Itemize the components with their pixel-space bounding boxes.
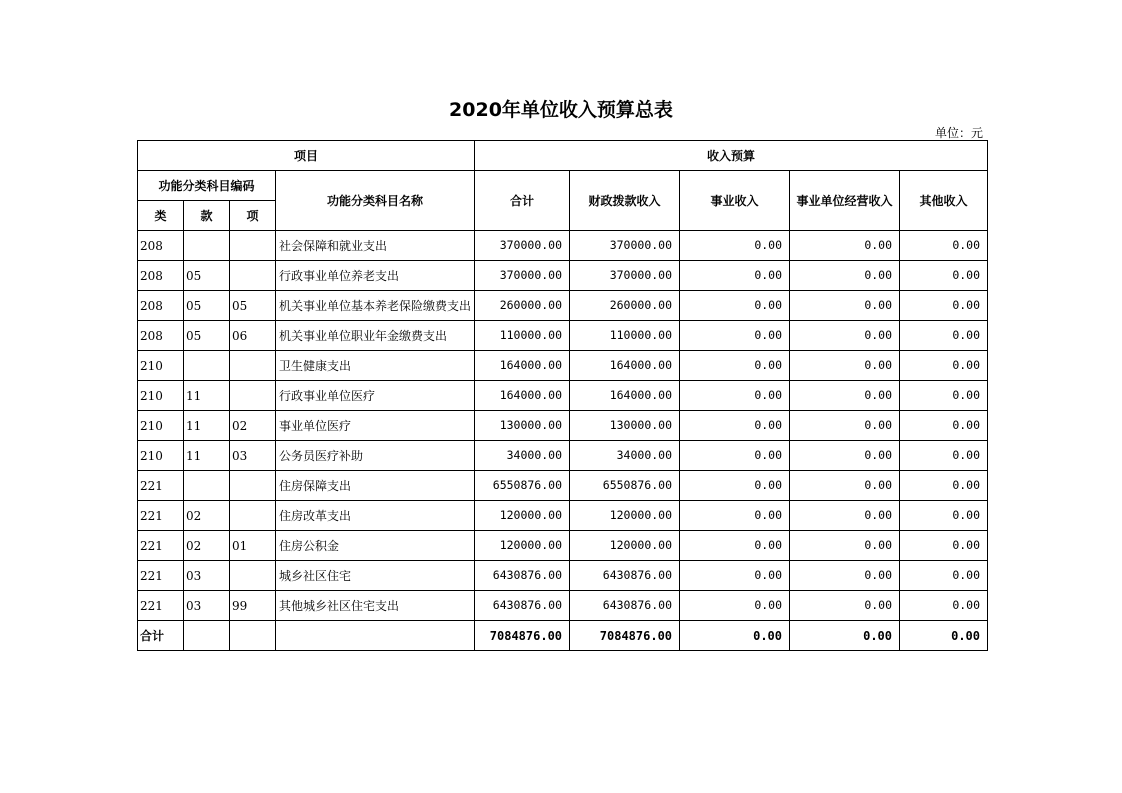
unit-label: 单位：元 — [934, 126, 983, 140]
cell-business: 0.00 — [680, 261, 790, 291]
table-row — [138, 381, 988, 411]
table-body — [138, 141, 988, 651]
cell-fiscal: 6550876.00 — [570, 471, 680, 501]
cell-other: 0.00 — [900, 381, 988, 411]
cell-other: 0.00 — [900, 261, 988, 291]
cell-kuan — [184, 351, 230, 381]
cell-name: 机关事业单位职业年金缴费支出 — [276, 321, 475, 351]
header-row-2 — [138, 171, 988, 201]
cell-business: 0.00 — [680, 411, 790, 441]
totals-row — [138, 621, 988, 651]
cell-other: 0.00 — [900, 411, 988, 441]
totals-total: 7084876.00 — [475, 621, 570, 651]
cell-fiscal: 164000.00 — [570, 351, 680, 381]
header-xiang: 项 — [230, 201, 276, 231]
cell-total: 164000.00 — [475, 351, 570, 381]
cell-fiscal: 130000.00 — [570, 411, 680, 441]
cell-kuan: 03 — [184, 561, 230, 591]
cell-fiscal: 370000.00 — [570, 231, 680, 261]
cell-fiscal: 370000.00 — [570, 261, 680, 291]
cell-business: 0.00 — [680, 381, 790, 411]
cell-total: 120000.00 — [475, 531, 570, 561]
cell-lei: 208 — [138, 291, 184, 321]
header-name: 功能分类科目名称 — [276, 171, 475, 231]
cell-kuan: 11 — [184, 411, 230, 441]
table-row — [138, 591, 988, 621]
cell-xiang — [230, 501, 276, 531]
cell-kuan — [184, 231, 230, 261]
cell-total: 164000.00 — [475, 381, 570, 411]
cell-xiang — [230, 261, 276, 291]
cell-lei: 221 — [138, 471, 184, 501]
cell-operating: 0.00 — [790, 351, 900, 381]
totals-fiscal: 7084876.00 — [570, 621, 680, 651]
cell-kuan: 03 — [184, 591, 230, 621]
cell-total: 6550876.00 — [475, 471, 570, 501]
cell-xiang: 02 — [230, 411, 276, 441]
cell-name: 住房改革支出 — [276, 501, 475, 531]
cell-fiscal: 260000.00 — [570, 291, 680, 321]
cell-lei: 221 — [138, 591, 184, 621]
cell-operating: 0.00 — [790, 321, 900, 351]
table-row — [138, 291, 988, 321]
table-row — [138, 471, 988, 501]
cell-lei: 208 — [138, 231, 184, 261]
cell-operating: 0.00 — [790, 441, 900, 471]
cell-fiscal: 6430876.00 — [570, 591, 680, 621]
cell-lei: 210 — [138, 351, 184, 381]
cell-fiscal: 120000.00 — [570, 531, 680, 561]
cell-lei: 221 — [138, 501, 184, 531]
cell-total: 260000.00 — [475, 291, 570, 321]
cell-other: 0.00 — [900, 321, 988, 351]
cell-other: 0.00 — [900, 471, 988, 501]
cell-name: 行政事业单位养老支出 — [276, 261, 475, 291]
cell-kuan — [184, 471, 230, 501]
cell-other: 0.00 — [900, 561, 988, 591]
table-row — [138, 411, 988, 441]
cell-xiang — [230, 471, 276, 501]
cell-xiang: 03 — [230, 441, 276, 471]
budget-table — [137, 140, 988, 651]
totals-business: 0.00 — [680, 621, 790, 651]
cell-name: 公务员医疗补助 — [276, 441, 475, 471]
cell-operating: 0.00 — [790, 531, 900, 561]
cell-other: 0.00 — [900, 441, 988, 471]
table-row — [138, 351, 988, 381]
cell-name: 住房公积金 — [276, 531, 475, 561]
cell-business: 0.00 — [680, 351, 790, 381]
cell-business: 0.00 — [680, 441, 790, 471]
cell-name: 卫生健康支出 — [276, 351, 475, 381]
cell-total: 110000.00 — [475, 321, 570, 351]
cell-xiang: 01 — [230, 531, 276, 561]
header-kuan: 款 — [184, 201, 230, 231]
cell-operating: 0.00 — [790, 591, 900, 621]
cell-xiang — [230, 561, 276, 591]
cell-operating: 0.00 — [790, 291, 900, 321]
cell-fiscal: 34000.00 — [570, 441, 680, 471]
cell-operating: 0.00 — [790, 261, 900, 291]
cell-business: 0.00 — [680, 561, 790, 591]
totals-label: 合计 — [138, 621, 184, 651]
cell-name: 其他城乡社区住宅支出 — [276, 591, 475, 621]
cell-total: 370000.00 — [475, 261, 570, 291]
table-row — [138, 441, 988, 471]
header-other: 其他收入 — [900, 171, 988, 231]
header-row-1 — [138, 141, 988, 171]
cell-total: 34000.00 — [475, 441, 570, 471]
cell-total: 130000.00 — [475, 411, 570, 441]
cell-lei: 210 — [138, 411, 184, 441]
cell-lei: 210 — [138, 381, 184, 411]
cell-business: 0.00 — [680, 591, 790, 621]
cell-fiscal: 164000.00 — [570, 381, 680, 411]
cell-operating: 0.00 — [790, 231, 900, 261]
cell-operating: 0.00 — [790, 501, 900, 531]
table-row — [138, 261, 988, 291]
cell-name: 社会保障和就业支出 — [276, 231, 475, 261]
cell-name: 住房保障支出 — [276, 471, 475, 501]
cell-xiang: 06 — [230, 321, 276, 351]
cell-operating: 0.00 — [790, 381, 900, 411]
cell-kuan: 11 — [184, 441, 230, 471]
cell-kuan: 05 — [184, 321, 230, 351]
cell-total: 6430876.00 — [475, 561, 570, 591]
header-operating: 事业单位经营收入 — [790, 171, 900, 231]
page-title: 2020年单位收入预算总表 — [449, 99, 673, 121]
totals-other: 0.00 — [900, 621, 988, 651]
cell-other: 0.00 — [900, 291, 988, 321]
header-code-group: 功能分类科目编码 — [138, 171, 276, 201]
cell-xiang: 05 — [230, 291, 276, 321]
cell-business: 0.00 — [680, 231, 790, 261]
cell-name: 事业单位医疗 — [276, 411, 475, 441]
cell-lei: 210 — [138, 441, 184, 471]
cell-kuan: 05 — [184, 291, 230, 321]
cell-operating: 0.00 — [790, 471, 900, 501]
cell-business: 0.00 — [680, 321, 790, 351]
cell-kuan: 11 — [184, 381, 230, 411]
cell-fiscal: 120000.00 — [570, 501, 680, 531]
cell-xiang — [230, 381, 276, 411]
header-total: 合计 — [475, 171, 570, 231]
totals-operating: 0.00 — [790, 621, 900, 651]
cell-other: 0.00 — [900, 531, 988, 561]
cell-total: 120000.00 — [475, 501, 570, 531]
cell-lei: 208 — [138, 321, 184, 351]
cell-operating: 0.00 — [790, 561, 900, 591]
table-row — [138, 501, 988, 531]
cell-lei: 221 — [138, 531, 184, 561]
cell-other: 0.00 — [900, 231, 988, 261]
cell-name: 机关事业单位基本养老保险缴费支出 — [276, 291, 475, 321]
cell-other: 0.00 — [900, 351, 988, 381]
table-row — [138, 531, 988, 561]
table-row — [138, 231, 988, 261]
cell-business: 0.00 — [680, 291, 790, 321]
cell-business: 0.00 — [680, 531, 790, 561]
cell-name: 城乡社区住宅 — [276, 561, 475, 591]
totals-empty-name — [276, 621, 475, 651]
cell-fiscal: 6430876.00 — [570, 561, 680, 591]
cell-total: 6430876.00 — [475, 591, 570, 621]
cell-business: 0.00 — [680, 471, 790, 501]
cell-lei: 208 — [138, 261, 184, 291]
header-lei: 类 — [138, 201, 184, 231]
cell-total: 370000.00 — [475, 231, 570, 261]
totals-empty-xiang — [230, 621, 276, 651]
header-revenue-budget: 收入预算 — [475, 141, 988, 171]
cell-kuan: 02 — [184, 531, 230, 561]
header-business: 事业收入 — [680, 171, 790, 231]
table-row — [138, 321, 988, 351]
cell-other: 0.00 — [900, 501, 988, 531]
cell-xiang — [230, 231, 276, 261]
cell-xiang — [230, 351, 276, 381]
cell-fiscal: 110000.00 — [570, 321, 680, 351]
cell-kuan: 05 — [184, 261, 230, 291]
header-fiscal: 财政拨款收入 — [570, 171, 680, 231]
table-row — [138, 561, 988, 591]
cell-xiang: 99 — [230, 591, 276, 621]
cell-business: 0.00 — [680, 501, 790, 531]
cell-operating: 0.00 — [790, 411, 900, 441]
cell-lei: 221 — [138, 561, 184, 591]
cell-other: 0.00 — [900, 591, 988, 621]
cell-kuan: 02 — [184, 501, 230, 531]
cell-name: 行政事业单位医疗 — [276, 381, 475, 411]
header-project: 项目 — [138, 141, 475, 171]
totals-empty-kuan — [184, 621, 230, 651]
